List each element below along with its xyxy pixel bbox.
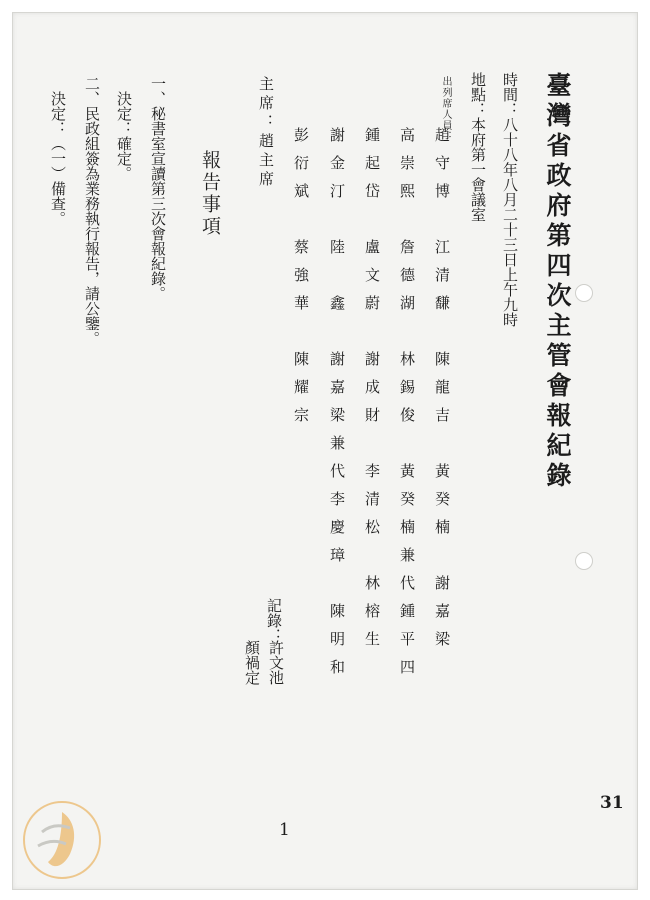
recorder-2: 顏禍定 [243, 640, 261, 685]
page-number-corner: 31 [600, 793, 624, 813]
meeting-time: 時間：八十八年八月二十三日上午九時 [501, 72, 519, 327]
punch-hole-top [575, 284, 593, 302]
chair: 主席：趙主席 [257, 76, 275, 190]
meeting-place: 地點：本府第一會議室 [469, 72, 487, 222]
item-2-text: 二、民政組簽為業務執行報告，請公鑒。 [83, 76, 101, 346]
punch-hole-bottom [575, 552, 593, 570]
item-1-text: 一、秘書室宣讀第三次會報紀錄。 [149, 76, 167, 301]
item-2-decision: 決定：（一）備查。 [49, 91, 67, 226]
page-number-center: 1 [279, 820, 290, 840]
document-title: 臺灣省政府第四次主管會報紀錄 [543, 72, 572, 492]
archive-logo-icon [18, 792, 110, 884]
recorder-1: 許文池 [267, 640, 285, 685]
attendee-column-5: 彭衍斌 蔡強華 陳耀宗 [292, 127, 310, 435]
attendee-column-4: 謝金汀 陸 鑫 謝嘉梁兼代李慶璋 陳明和 [328, 127, 346, 687]
section-heading: 報告事項 [199, 150, 221, 238]
recorders-label: 記錄： [265, 598, 283, 643]
attendee-column-1: 趙守博 江清馦 陳龍吉 黃癸楠 謝嘉梁 [433, 127, 451, 659]
attendee-column-3: 鍾起岱 盧文蔚 謝成財 李清松 林榕生 [363, 127, 381, 659]
item-1-decision: 決定：確定。 [115, 91, 133, 181]
attendee-column-2: 高崇熙 詹德湖 林錫俊 黃癸楠兼代鍾平四 [398, 127, 416, 687]
attendees-label: 出列席人員： [440, 76, 451, 142]
